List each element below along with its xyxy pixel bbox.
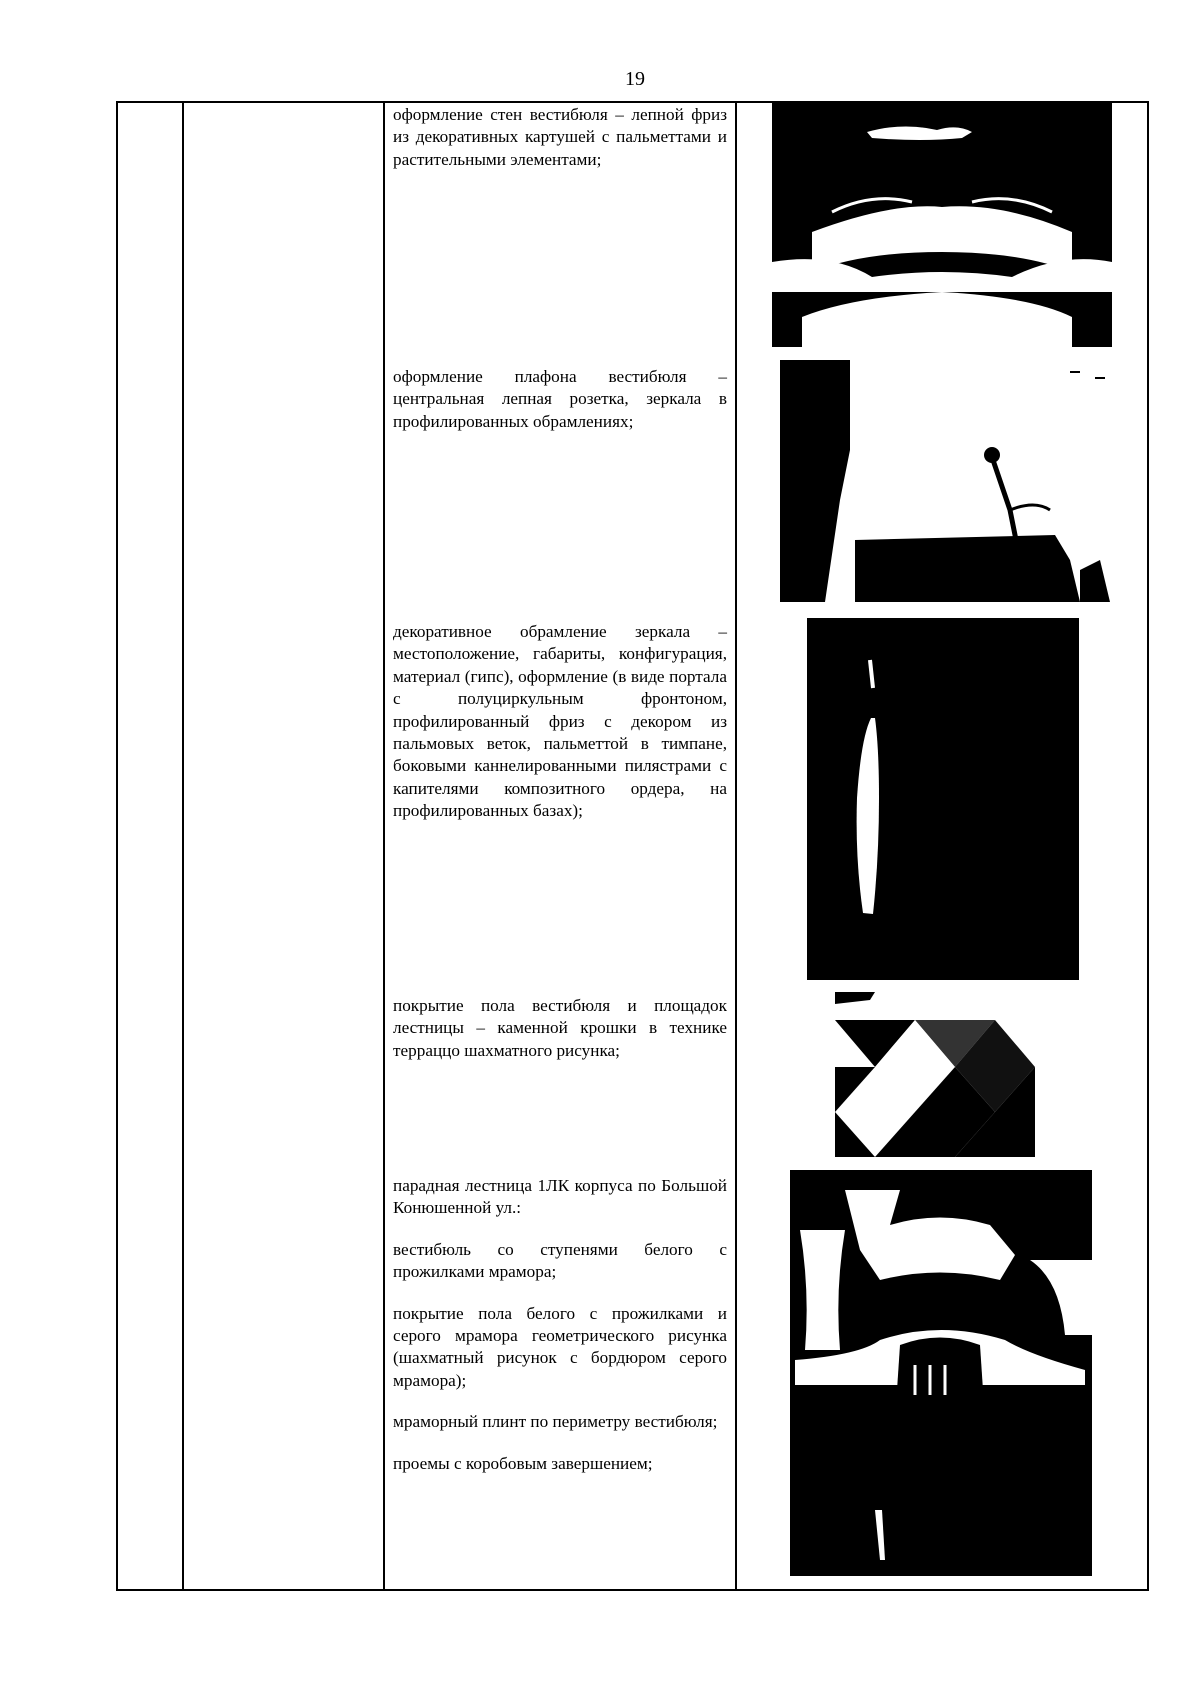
description-text: вестибюль со ступенями белого с прожилками мрамора;: [393, 1239, 727, 1282]
photo-stucco-frieze: [772, 102, 1112, 347]
photo-terrazzo-floor: [835, 992, 1043, 1157]
description-text: мраморный плинт по периметру вестибюля;: [393, 1412, 718, 1432]
description-text: проемы с коробовым завершением;: [393, 1453, 653, 1473]
description-text: оформление стен вестибюля – лепной фриз из декоративных картушей с пальметтами и растительными элементами;: [393, 105, 727, 169]
photo-staircase-vestibule: [790, 1170, 1092, 1576]
description-text: парадная лестница 1ЛК корпуса по Большой Конюшенной ул.:: [393, 1176, 727, 1218]
description-text: покрытие пола вестибюля и площадок лестницы – каменной крошки в технике терраццо шахматного рисунка;: [393, 996, 727, 1060]
photo-mirror-frame: [807, 618, 1079, 980]
page-number: 19: [625, 68, 645, 90]
table-row-3-description: [393, 621, 727, 823]
description-text: покрытие пола белого с прожилками и серого мрамора геометрического рисунка (шахматный рисунок с бордюром серого мрамора);: [393, 1303, 727, 1390]
description-text: оформление плафона вестибюля – центральная лепная розетка, зеркала в профилированных обрамлениях;: [393, 367, 727, 431]
column-divider: [383, 103, 385, 1589]
table-row-5-description: [393, 1175, 727, 1475]
table-row-1-description: [393, 104, 727, 171]
table-row-2-description: [393, 366, 727, 433]
table-row-4-description: [393, 995, 727, 1062]
column-divider: [182, 103, 184, 1589]
column-divider: [735, 103, 737, 1589]
description-text: декоративное обрамление зеркала – местоположение, габариты, конфигурация, материал (гипс), оформление (в виде портала с полуциркульным фронтоном, профилированный фриз с декором из пальмовых веток, пальметтой в тимпане, боковыми каннелированными пилястрами с капителями композитного ордера, на профилированных базах);: [393, 622, 727, 821]
photo-ceiling-rosette: [780, 360, 1110, 602]
